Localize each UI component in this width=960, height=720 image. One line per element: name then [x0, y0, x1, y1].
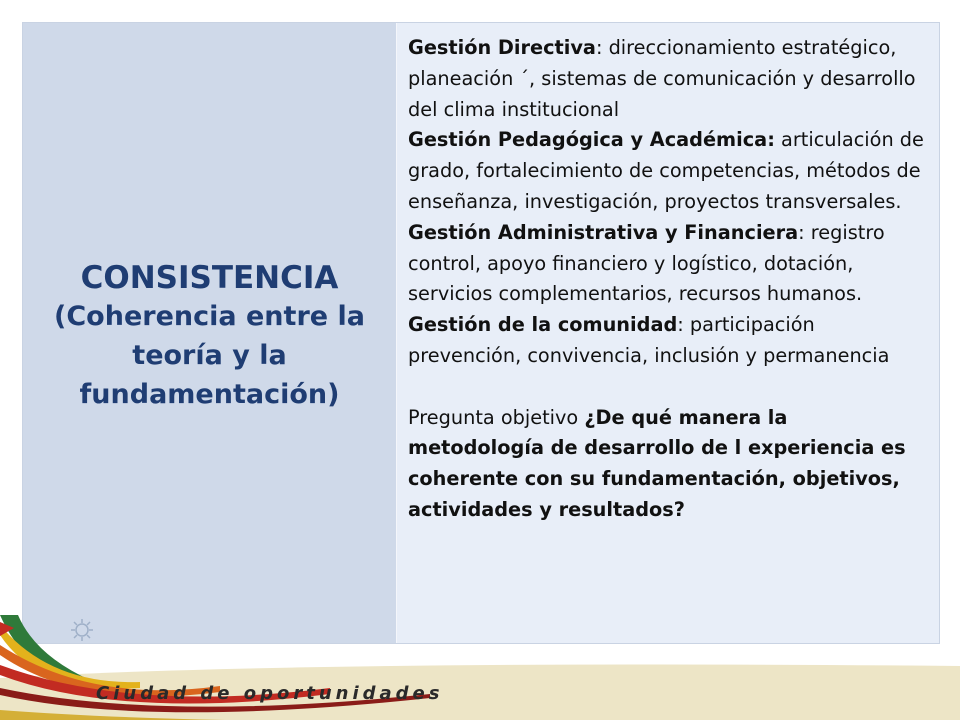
gestion-comunidad-label: Gestión de la comunidad	[408, 313, 678, 337]
paragraph-spacer	[408, 372, 929, 403]
gestion-directiva-paragraph	[408, 33, 929, 125]
gestion-pedagogica-text: articulación de grado, fortalecimiento de competencias, métodos de enseñanza, investigación, proyectos transversales.	[408, 128, 924, 213]
gestion-comunidad-text: : participación prevención, convivencia, inclusión y permanencia	[408, 313, 890, 367]
content-table	[22, 22, 940, 644]
gestion-pedagogica-label: Gestión Pedagógica y Académica:	[408, 128, 775, 152]
pregunta-prefix: Pregunta objetivo	[408, 405, 585, 429]
gestion-administrativa-label: Gestión Administrativa y Financiera	[408, 220, 799, 244]
subtitle-line-3: fundamentación)	[79, 379, 340, 411]
gestion-directiva-label: Gestión Directiva	[408, 36, 596, 59]
star-emblem-icon	[71, 619, 93, 641]
gestion-directiva-text: : direccionamiento estratégico, planeación ´, sistemas de comunicación y desarrollo del clima institucional	[408, 36, 916, 121]
footer-banner	[0, 600, 960, 720]
left-cell	[23, 23, 397, 643]
pregunta-question: ¿De qué manera la metodología de desarrollo de l experiencia es coherente con su fundamentación, objetivos, actividades y resultados?	[408, 405, 906, 521]
gestion-pedagogica-paragraph	[408, 125, 929, 217]
city-tagline: Ciudad de oportunidades	[96, 683, 444, 704]
gestion-administrativa-text: : registro control, apoyo financiero y logístico, dotación, servicios complementarios, recursos humanos.	[408, 220, 885, 306]
right-cell	[397, 23, 939, 643]
consistency-title: CONSISTENCIA	[80, 259, 339, 296]
subtitle-line-2: teoría y la	[132, 340, 287, 372]
gestion-comunidad-paragraph	[408, 310, 929, 372]
gestion-administrativa-paragraph	[408, 218, 929, 310]
pregunta-objetivo-paragraph	[408, 403, 929, 526]
subtitle-line-1: (Coherencia entre la	[54, 300, 365, 332]
